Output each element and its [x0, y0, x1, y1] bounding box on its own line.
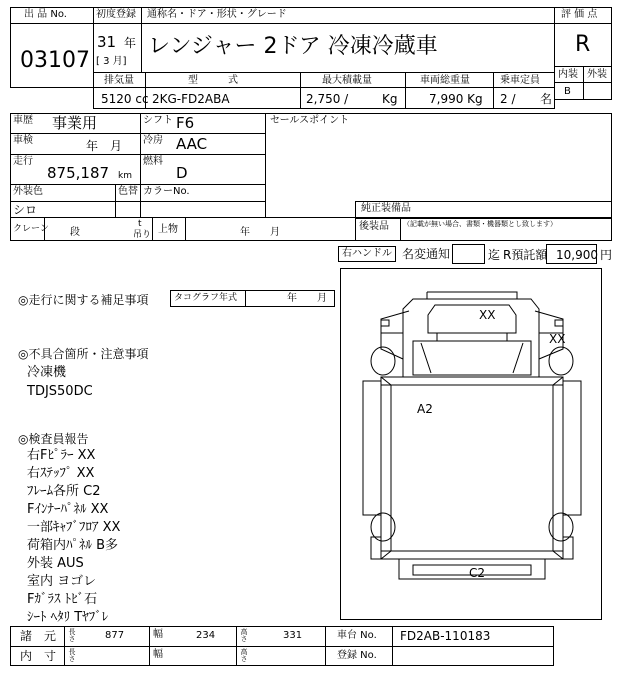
reg-month: [ 3 月]	[96, 56, 127, 67]
length: 877	[105, 630, 125, 641]
inspector-item: Fｲﾝﾅｰﾊﾟﾈﾙ XX	[27, 502, 109, 517]
defect-item: 冷凍機	[27, 365, 67, 380]
history-label: 車歴	[13, 115, 33, 126]
crane-t: t	[138, 219, 142, 229]
shift-label: シフト	[143, 115, 173, 126]
inspector-item: 室内 ヨゴレ	[27, 574, 97, 589]
tachograph-label: タコグラフ年式	[174, 293, 238, 303]
deadline-label: 迄	[488, 248, 501, 262]
max-load-unit: Kg	[382, 92, 398, 106]
dims-label: 諸 元	[20, 629, 57, 643]
reg-year-unit: 年	[124, 36, 137, 50]
gross-weight-label: 車両総重量	[420, 75, 470, 86]
inner-width-label: 幅	[153, 649, 163, 660]
exterior-label: 外装	[587, 69, 607, 80]
registration-label: 登録 No.	[337, 650, 377, 661]
damage-mark: C2	[469, 566, 486, 580]
displacement-label: 排気量	[104, 75, 134, 86]
color-no-label: カラーNo.	[143, 186, 190, 197]
defects-label: ◎不具合箇所・注意事項	[18, 347, 149, 361]
color-label: 外装色	[13, 186, 43, 197]
fuel-label: 燃料	[143, 156, 163, 167]
car-name-label: 通称名・ドア・形状・グレード	[147, 9, 287, 20]
ac: AAC	[176, 135, 208, 153]
handle: 右ハンドル	[342, 248, 392, 259]
inspector-item: 荷箱内ﾊﾟﾈﾙ B多	[27, 538, 119, 553]
history: 事業用	[52, 114, 98, 132]
width-label: 幅	[153, 629, 163, 640]
inspector-report-label: ◎検査員報告	[18, 432, 89, 446]
lift-value: 年 月	[240, 227, 280, 238]
lot-label: 出 品 No.	[24, 9, 67, 20]
inspector-item: ｼｰﾄ ﾍﾀﾘ Tﾔﾌﾞﾚ	[27, 610, 109, 625]
fuel: D	[176, 164, 188, 182]
overall-grade: R	[575, 32, 591, 57]
inspector-item: 一部ｷｬﾌﾞﾌﾛｱ XX	[27, 520, 121, 535]
mileage: 875,187	[47, 164, 110, 182]
chassis-label: 車台 No.	[337, 630, 377, 641]
inspection: 年 月	[86, 139, 123, 153]
mileage-unit: km	[118, 171, 132, 181]
car-name: レンジャー 2ドア 冷凍冷蔵車	[148, 34, 438, 59]
displacement: 5120 cc	[101, 92, 149, 106]
r-deposit-label: R預託額	[503, 248, 548, 262]
max-load: 2,750 /	[306, 92, 349, 106]
defect-item: TDJS50DC	[27, 384, 93, 399]
mileage-label: 走行	[13, 156, 33, 167]
color: シロ	[13, 203, 38, 217]
yen-label: 円	[600, 248, 613, 262]
width: 234	[196, 630, 216, 641]
capacity-unit: 名	[540, 92, 553, 106]
length-label: 長さ	[68, 628, 76, 643]
capacity-label: 乗車定員	[500, 75, 540, 86]
genuine-label: 純正装備品	[361, 203, 411, 214]
inspector-item: 外装 AUS	[27, 556, 84, 571]
name-change-box	[452, 244, 485, 264]
grade-label: 評 価 点	[561, 9, 598, 20]
driving-notes-label: ◎走行に関する補足事項	[18, 293, 149, 307]
model-code: 2KG-FD2ABA	[152, 92, 230, 106]
chassis-number: FD2AB-110183	[400, 629, 491, 643]
inner-height-label: 高さ	[240, 648, 248, 663]
inspector-item: Fｶﾞﾗｽ ﾄﾋﾞ石	[27, 592, 98, 607]
max-load-label: 最大積載量	[322, 75, 372, 86]
crane-stage: 段	[70, 227, 80, 238]
color-change-label: 色替	[118, 186, 138, 197]
crane-lift: 吊り	[133, 230, 152, 240]
inner-dims-label: 内 寸	[20, 649, 57, 663]
aftermarket-label: 後装品	[359, 221, 389, 232]
capacity: 2 /	[500, 92, 516, 106]
crane-label: クレーン	[13, 224, 49, 234]
height-label: 高さ	[240, 628, 248, 643]
inspector-item: 右ｽﾃｯﾌﾟ XX	[27, 466, 95, 481]
inspector-item: 右Fﾋﾟﾗｰ XX	[27, 448, 96, 463]
inspector-item: ﾌﾚｰﾑ各所 C2	[27, 484, 101, 499]
sales-point-label: セールスポイント	[270, 115, 350, 126]
interior-grade: B	[564, 86, 571, 97]
name-change-label: 名変通知	[402, 247, 451, 261]
height: 331	[283, 630, 303, 641]
damage-diagram	[340, 268, 602, 620]
r-deposit: 10,900	[556, 248, 598, 262]
ac-label: 冷房	[143, 135, 163, 146]
model-label: 型 式	[188, 75, 238, 86]
damage-mark: A2	[417, 402, 433, 416]
reg-year: 31	[97, 33, 117, 51]
shift: F6	[176, 114, 195, 132]
damage-mark: XX	[479, 308, 496, 322]
aftermarket-note: （記載が無い場合、書類・機器類とし致します）	[403, 220, 557, 228]
interior-label: 内装	[558, 69, 578, 80]
lot-number: 03107	[20, 48, 90, 73]
lift-label: 上物	[158, 224, 178, 235]
damage-mark: XX	[549, 332, 566, 346]
first-reg-label: 初度登録	[96, 9, 136, 20]
gross-weight: 7,990 Kg	[429, 92, 483, 106]
inspection-label: 車検	[13, 135, 33, 146]
inner-length-label: 長さ	[68, 648, 76, 663]
tachograph-value: 年 月	[287, 293, 327, 304]
